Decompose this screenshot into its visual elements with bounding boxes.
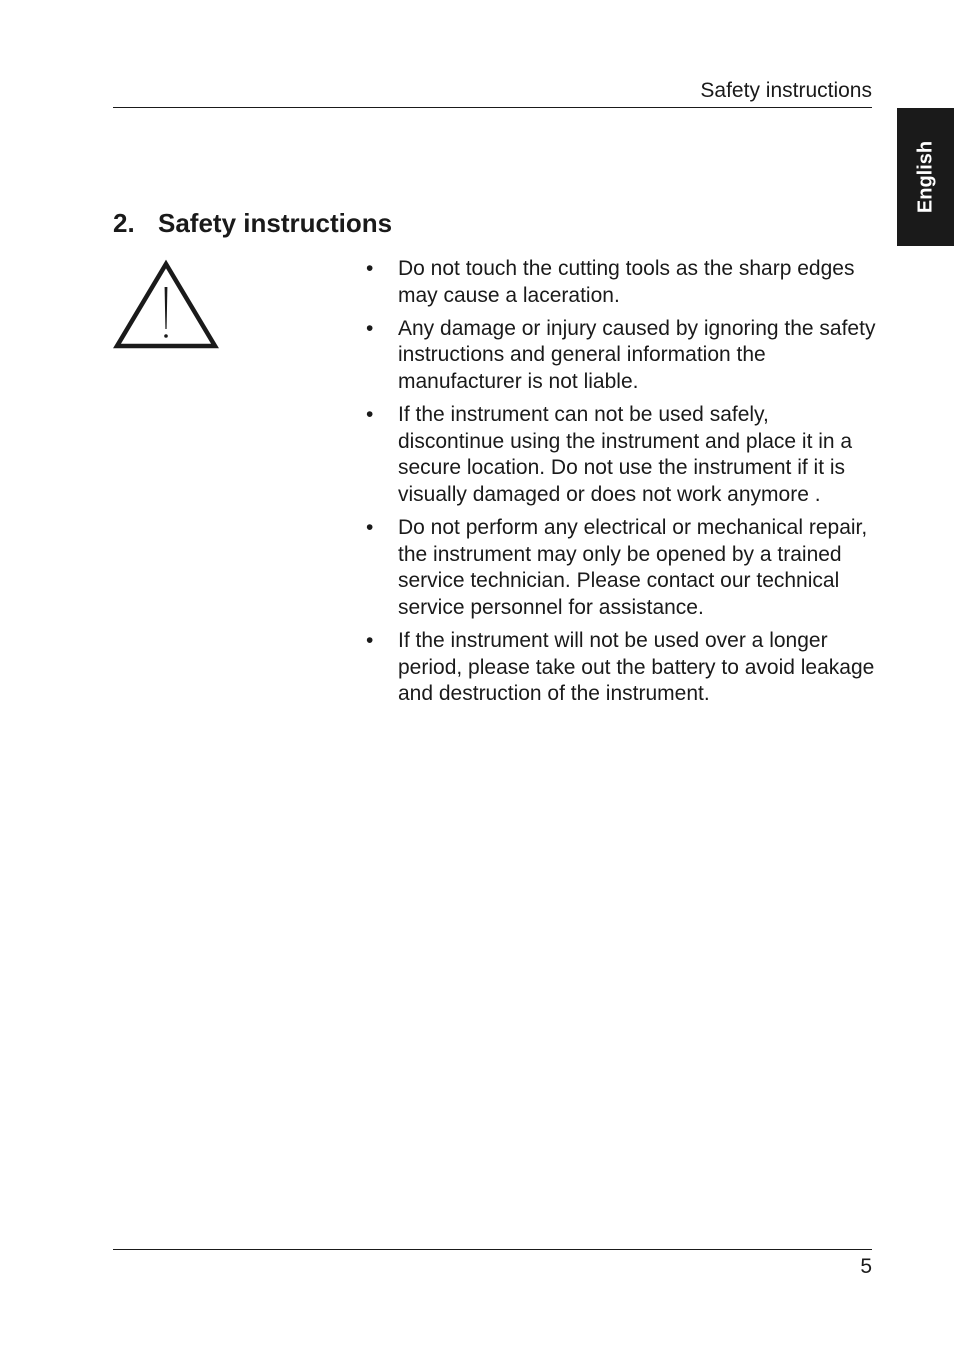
language-tab-label: English [914,140,936,214]
footer-rule [113,1249,872,1250]
bullet-text: If the instrument can not be used safely, discontinue using the instrument and place it in a secure location. Do not use the instrument if it is visually damaged or does not work anymore . [398,403,853,506]
bullet-dot: • [366,316,374,340]
list-item [366,256,876,309]
section-title: Safety instructions [158,208,393,238]
header-rule [113,107,872,108]
bullet-dot: • [366,257,374,280]
bullet-dot: • [366,403,374,427]
bullet-text: Any damage or injury caused by ignoring the safety instructions and general information the manufacturer is not liable. [398,316,876,393]
list-item [366,316,876,396]
bullet-text: Do not touch the cutting tools as the sharp edges may cause a laceration. [398,257,855,307]
language-tab [897,108,954,246]
bullet-dot: • [366,516,374,540]
warning-triangle-icon [113,259,219,351]
list-item [366,628,876,708]
page-number: 5 [860,1255,872,1278]
list-item [366,515,876,621]
list-item [366,402,876,508]
running-header-title: Safety instructions [700,79,872,102]
section-number: 2. [113,208,135,238]
safety-bullet-list [366,256,876,714]
section-heading [113,206,392,240]
bullet-text: If the instrument will not be used over a longer period, please take out the battery to avoid leakage and destruction of the instrument. [398,629,875,706]
bullet-text: Do not perform any electrical or mechanical repair, the instrument may only be opened by a trained service technician. Please contact our technical service personnel for assistance. [398,516,868,619]
bullet-dot: • [366,629,374,653]
